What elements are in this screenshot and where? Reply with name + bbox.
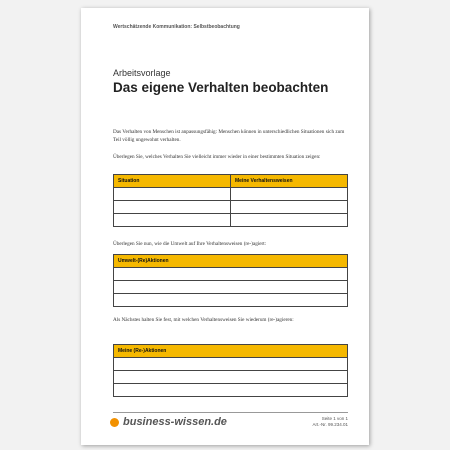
logo-dot-icon — [110, 418, 119, 427]
reaction-column-header: Meine (Re-)Aktionen — [114, 345, 348, 358]
table-cell[interactable] — [114, 358, 348, 371]
document-kicker: Arbeitsvorlage — [113, 68, 171, 78]
table-row — [114, 358, 348, 371]
table-cell[interactable] — [114, 281, 348, 294]
situation-prompt: Überlegen Sie, welches Verhalten Sie vielleicht immer wieder in einer bestimmten Situation zeigen: — [113, 154, 321, 160]
table-row — [114, 268, 348, 281]
environment-column-header: Umwelt-(Re)Aktionen — [114, 255, 348, 268]
document-page — [81, 8, 369, 445]
table-row — [114, 188, 348, 201]
reaction-prompt: Als Nächstes halten Sie fest, mit welchen Verhaltensweisen Sie wiederum (re-)agieren: — [113, 317, 294, 323]
environment-prompt: Überlegen Sie nun, wie die Umwelt auf Ihre Verhaltensweisen (re-)agiert: — [113, 241, 267, 247]
environment-table — [113, 254, 348, 307]
table-cell[interactable] — [114, 371, 348, 384]
table-cell[interactable] — [114, 214, 231, 227]
document-header: Wertschätzende Kommunikation: Selbstbeobachtung — [113, 24, 240, 30]
page-number: Seite 1 von 1 — [321, 416, 348, 421]
brand-logo — [110, 416, 227, 428]
footer-divider — [113, 412, 348, 413]
table-cell[interactable] — [114, 294, 348, 307]
table-cell[interactable] — [114, 268, 348, 281]
behavior-column-header: Meine Verhaltensweisen — [231, 175, 348, 188]
table-row — [114, 294, 348, 307]
table-row — [114, 281, 348, 294]
table-row — [114, 201, 348, 214]
table-cell[interactable] — [114, 188, 231, 201]
reaction-table — [113, 344, 348, 397]
table-row — [114, 214, 348, 227]
situation-column-header: Situation — [114, 175, 231, 188]
table-cell[interactable] — [114, 201, 231, 214]
table-cell[interactable] — [231, 201, 348, 214]
table-row — [114, 371, 348, 384]
article-number: Art.-Nr. 99.234.01 — [312, 422, 348, 427]
footer-meta — [312, 416, 348, 428]
table-cell[interactable] — [114, 384, 348, 397]
table-cell[interactable] — [231, 188, 348, 201]
table-cell[interactable] — [231, 214, 348, 227]
logo-text: business-wissen.de — [123, 416, 227, 428]
intro-paragraph: Das Verhalten von Menschen ist anpassungsfähig: Menschen können in unterschiedlichen Situationen sich zum Teil völlig ungewohnt verhalten. — [113, 129, 345, 143]
table-row — [114, 384, 348, 397]
situation-table — [113, 174, 348, 227]
document-title: Das eigene Verhalten beobachten — [113, 80, 329, 95]
